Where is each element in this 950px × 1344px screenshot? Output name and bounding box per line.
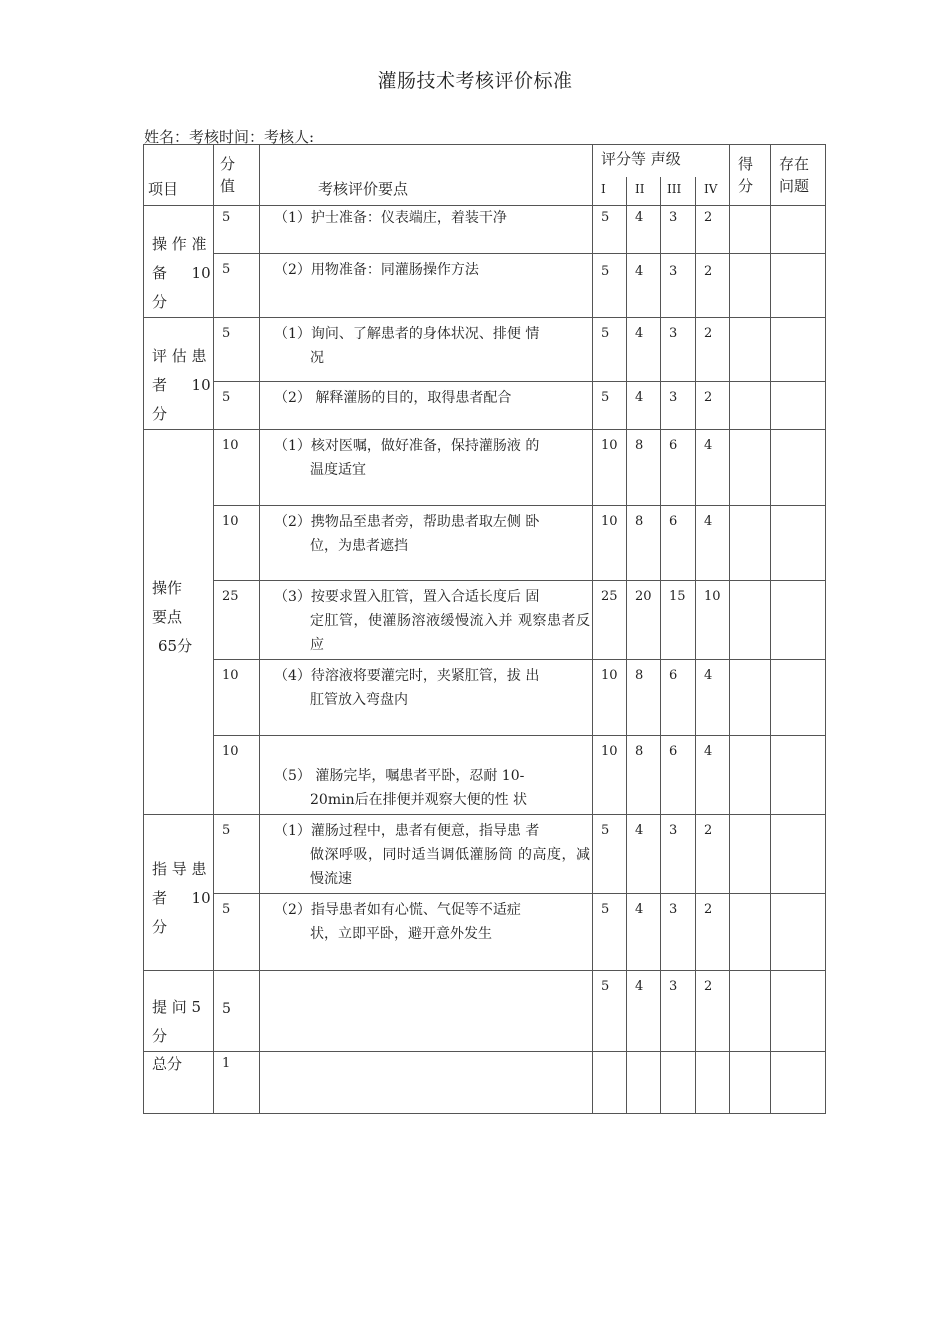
grade-4-value: 4 (704, 668, 713, 683)
examiner-info-line: 姓名：考核时间：考核人: (144, 128, 315, 146)
grade-label-2: II (635, 182, 645, 197)
table-row (144, 894, 826, 971)
grade-4-value: 2 (704, 264, 713, 280)
grade-1-value: 5 (601, 979, 610, 994)
criteria-text-continued: 20min后在排便并观察大便的性 状 (310, 792, 528, 808)
header-item-cell (144, 145, 214, 206)
score-cell: 10 (222, 438, 239, 453)
table-row (144, 506, 826, 581)
section-label-line: 分 (152, 1027, 168, 1045)
got-score-cell[interactable] (730, 971, 771, 1052)
criteria-text-continued: 况 (310, 350, 324, 366)
total-label: 总分 (152, 1055, 183, 1073)
header-item: 项目 (148, 180, 179, 198)
score-cell: 5 (222, 390, 231, 406)
section-label-line: 分 (152, 918, 168, 936)
grade-3-value: 15 (669, 589, 686, 604)
issue-cell[interactable] (771, 382, 826, 430)
score-cell: 5 (222, 1001, 231, 1017)
issue-cell[interactable] (771, 506, 826, 581)
issue-cell[interactable] (771, 430, 826, 506)
grade-1-value: 10 (601, 438, 618, 453)
grade-4-value: 2 (704, 326, 713, 341)
section-label-cell (144, 206, 214, 318)
criteria-text-continued: 肛管放入弯盘内 (310, 692, 408, 708)
criteria-text-continued: 状，立即平卧，避开意外发生 (310, 926, 492, 942)
criteria-text-continued: 做深呼吸，同时适当调低灌肠筒 的高度，减慢流速 (310, 847, 590, 887)
section-label-line: 者 10 (152, 889, 211, 907)
section-label-cell (144, 430, 214, 815)
total-grade-cell (593, 1052, 627, 1114)
section-label-line: 分 (152, 293, 168, 311)
table-row (144, 660, 826, 736)
got-score-cell[interactable] (730, 660, 771, 736)
grade-3-value: 3 (669, 210, 678, 225)
grade-label-3: III (667, 182, 682, 197)
section-label-line: 备 10 (152, 264, 211, 282)
issue-cell[interactable] (771, 660, 826, 736)
grade-4-value: 4 (704, 438, 713, 453)
issue-cell[interactable] (771, 581, 826, 660)
grade-4-value: 4 (704, 514, 713, 529)
header-issue-cell (771, 145, 826, 206)
section-label-cell (144, 971, 214, 1052)
grade-3-value: 6 (669, 668, 678, 683)
grade-2-value: 20 (635, 589, 652, 604)
table-row (144, 581, 826, 660)
header-got-top: 得 (738, 155, 754, 173)
section-label-line: 提 问 5 (152, 998, 202, 1016)
grade-label-1: I (601, 182, 606, 197)
header-got-bottom: 分 (738, 177, 754, 195)
grade-4-value: 2 (704, 210, 713, 225)
score-cell: 10 (222, 514, 239, 529)
grade-2-value: 4 (635, 390, 644, 406)
criteria-text-continued: 位，为患者遮挡 (310, 538, 408, 554)
header-issue-top: 存在 (779, 155, 810, 173)
grade-1-value: 10 (601, 744, 618, 759)
criteria-text: （2）携物品至患者旁，帮助患者取左侧 卧 (274, 514, 540, 530)
grade-3-value: 3 (669, 902, 678, 917)
got-score-cell[interactable] (730, 894, 771, 971)
grade-1-value: 5 (601, 902, 610, 917)
score-cell: 5 (222, 262, 231, 278)
grade-2-value: 8 (635, 514, 644, 529)
criteria-text-continued: 温度适宜 (310, 462, 366, 478)
grade-label-4: IV (704, 182, 718, 197)
issue-cell[interactable] (771, 736, 826, 815)
header-issue-bottom: 问题 (779, 177, 810, 195)
grade-1-value: 10 (601, 668, 618, 683)
table-row (144, 254, 826, 318)
table-row (144, 206, 826, 254)
grade-1-value: 5 (601, 210, 610, 225)
table-row (144, 971, 826, 1052)
section-label-line: 操作 (152, 579, 183, 597)
grade-2-value: 8 (635, 668, 644, 683)
got-score-cell[interactable] (730, 206, 771, 254)
section-label-line: 指 导 患 (152, 860, 207, 878)
grade-3-value: 3 (669, 326, 678, 341)
criteria-text: （1）询问、了解患者的身体状况、排便 情 (274, 326, 540, 342)
grade-1-value: 5 (601, 264, 610, 280)
table-row (144, 318, 826, 382)
header-got-cell (730, 145, 771, 206)
criteria-text: （3）按要求置入肛管，置入合适长度后 固 (274, 589, 540, 605)
criteria-text: （2） 解释灌肠的目的，取得患者配合 (274, 390, 512, 407)
grade-4-value: 2 (704, 390, 713, 406)
score-cell: 5 (222, 210, 231, 225)
criteria-text: （1）护士准备：仪表端庄，着装干净 (274, 210, 507, 226)
grade-2-value: 4 (635, 979, 644, 994)
total-row (144, 1052, 826, 1114)
grade-3-value: 6 (669, 744, 678, 759)
got-score-cell[interactable] (730, 815, 771, 894)
grade-4-value: 10 (704, 589, 721, 604)
grade-4-value: 2 (704, 902, 713, 917)
section-label-line: 分 (152, 405, 168, 423)
grade-2-value: 4 (635, 326, 644, 341)
header-criteria: 考核评价要点 (318, 180, 409, 198)
section-label-line: 65分 (158, 637, 193, 655)
issue-cell[interactable] (771, 894, 826, 971)
score-cell: 10 (222, 668, 239, 683)
score-cell: 5 (222, 326, 231, 341)
criteria-text: （2）指导患者如有心慌、气促等不适症 (274, 902, 521, 918)
page-title: 灌肠技术考核评价标准 (377, 70, 573, 92)
header-score-bottom: 值 (220, 177, 236, 195)
issue-cell[interactable] (771, 318, 826, 382)
grade-4-value: 4 (704, 744, 713, 759)
section-label-cell (144, 318, 214, 430)
got-score-cell[interactable] (730, 254, 771, 318)
section-label-line: 要点 (152, 608, 183, 626)
table-row (144, 430, 826, 506)
header-grade-title: 评分等 声级 (601, 150, 681, 168)
total-grade-cell (627, 1052, 661, 1114)
total-criteria-cell (260, 1052, 593, 1114)
grade-4-value: 2 (704, 979, 713, 994)
grade-1-value: 10 (601, 514, 618, 529)
grade-2-value: 4 (635, 902, 644, 917)
got-score-cell[interactable] (730, 581, 771, 660)
criteria-text: （5） 灌肠完毕，嘱患者平卧，忍耐 10- (274, 768, 525, 784)
grade-3-value: 6 (669, 514, 678, 529)
criteria-text: （4）待溶液将要灌完时，夹紧肛管，拔 出 (274, 668, 540, 684)
grade-3-value: 3 (669, 979, 678, 994)
got-score-cell[interactable] (730, 382, 771, 430)
grade-2-value: 4 (635, 210, 644, 225)
total-grade-cell (696, 1052, 730, 1114)
grade-1-value: 5 (601, 390, 610, 406)
issue-cell[interactable] (771, 815, 826, 894)
header-row (144, 145, 826, 178)
total-issue-cell[interactable] (771, 1052, 826, 1114)
grade-3-value: 6 (669, 438, 678, 453)
header-score-top: 分 (220, 155, 236, 173)
issue-cell[interactable] (771, 206, 826, 254)
section-label-line: 评 估 患 (152, 347, 207, 365)
score-cell: 25 (222, 589, 239, 604)
grade-1-value: 25 (601, 589, 618, 604)
table-row (144, 815, 826, 894)
issue-cell[interactable] (771, 971, 826, 1052)
criteria-text: （2）用物准备：同灌肠操作方法 (274, 262, 479, 279)
total-got-score-cell[interactable] (730, 1052, 771, 1114)
grade-3-value: 3 (669, 264, 678, 280)
total-score: 1 (222, 1056, 231, 1071)
grade-3-value: 3 (669, 390, 678, 406)
got-score-cell[interactable] (730, 430, 771, 506)
score-cell: 10 (222, 744, 239, 759)
got-score-cell[interactable] (730, 506, 771, 581)
table-row (144, 736, 826, 815)
criteria-text: （1）灌肠过程中，患者有便意，指导患 者 (274, 823, 540, 839)
grade-2-value: 8 (635, 438, 644, 453)
got-score-cell[interactable] (730, 318, 771, 382)
grade-4-value: 2 (704, 823, 713, 838)
grade-3-value: 3 (669, 823, 678, 838)
criteria-text-continued: 定肛管，使灌肠溶液缓慢流入并 观察患者反应 (310, 613, 590, 653)
grade-2-value: 4 (635, 264, 644, 280)
grade-2-value: 4 (635, 823, 644, 838)
grade-2-value: 8 (635, 744, 644, 759)
grade-1-value: 5 (601, 326, 610, 341)
section-label-line: 者 10 (152, 376, 211, 394)
section-label-line: 操 作 准 (152, 235, 207, 253)
header-criteria-cell (260, 145, 593, 206)
header-score-cell (214, 145, 260, 206)
got-score-cell[interactable] (730, 736, 771, 815)
grade-1-value: 5 (601, 823, 610, 838)
score-cell: 5 (222, 902, 231, 917)
criteria-text: （1）核对医嘱，做好准备，保持灌肠液 的 (274, 438, 540, 454)
header-grade-title-cell (593, 145, 730, 178)
table-row (144, 382, 826, 430)
section-label-cell (144, 815, 214, 971)
issue-cell[interactable] (771, 254, 826, 318)
evaluation-table (143, 144, 826, 1114)
score-cell: 5 (222, 823, 231, 838)
total-grade-cell (661, 1052, 696, 1114)
